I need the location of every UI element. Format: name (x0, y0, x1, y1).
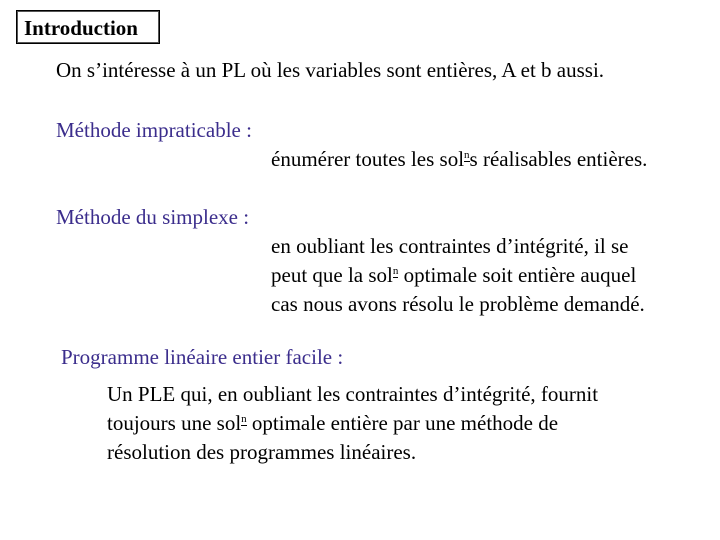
simplex-method-line-2-post: optimale soit entière auquel (398, 263, 637, 287)
simplex-method-line-2 (271, 261, 636, 290)
easy-integer-program-line-3: résolution des programmes linéaires. (107, 440, 417, 464)
impractical-method-text (271, 145, 647, 174)
simplex-method-line-3: cas nous avons résolu le problème demandé. (271, 292, 645, 316)
impractical-method-heading: Méthode impraticable : (56, 118, 252, 142)
easy-integer-program-line-2-pre: toujours une sol (107, 411, 242, 435)
simplex-method-line-1: en oubliant les contraintes d’intégrité, il se (271, 234, 629, 258)
simplex-method-heading: Méthode du simplexe : (56, 205, 250, 229)
slide-title: Introduction (16, 10, 160, 44)
easy-integer-program-line-2-sup: n (241, 413, 247, 425)
impractical-method-text-sup: n (464, 149, 470, 161)
easy-integer-program-line-1: Un PLE qui, en oubliant les contraintes d’intégrité, fournit (107, 382, 599, 406)
easy-integer-program-line-2-post: optimale entière par une méthode de (246, 411, 559, 435)
simplex-method-line-2-sup: n (392, 265, 399, 277)
simplex-method-line-2-pre: peut que la sol (271, 263, 393, 287)
impractical-method-text-pre: énumérer toutes les sol (271, 147, 465, 171)
easy-integer-program-line-2 (107, 409, 558, 438)
impractical-method-text-post: s réalisables entières. (469, 147, 648, 171)
easy-integer-program-heading: Programme linéaire entier facile : (61, 345, 344, 369)
intro-text: On s’intéresse à un PL où les variables sont entières, A et b aussi. (56, 58, 605, 82)
